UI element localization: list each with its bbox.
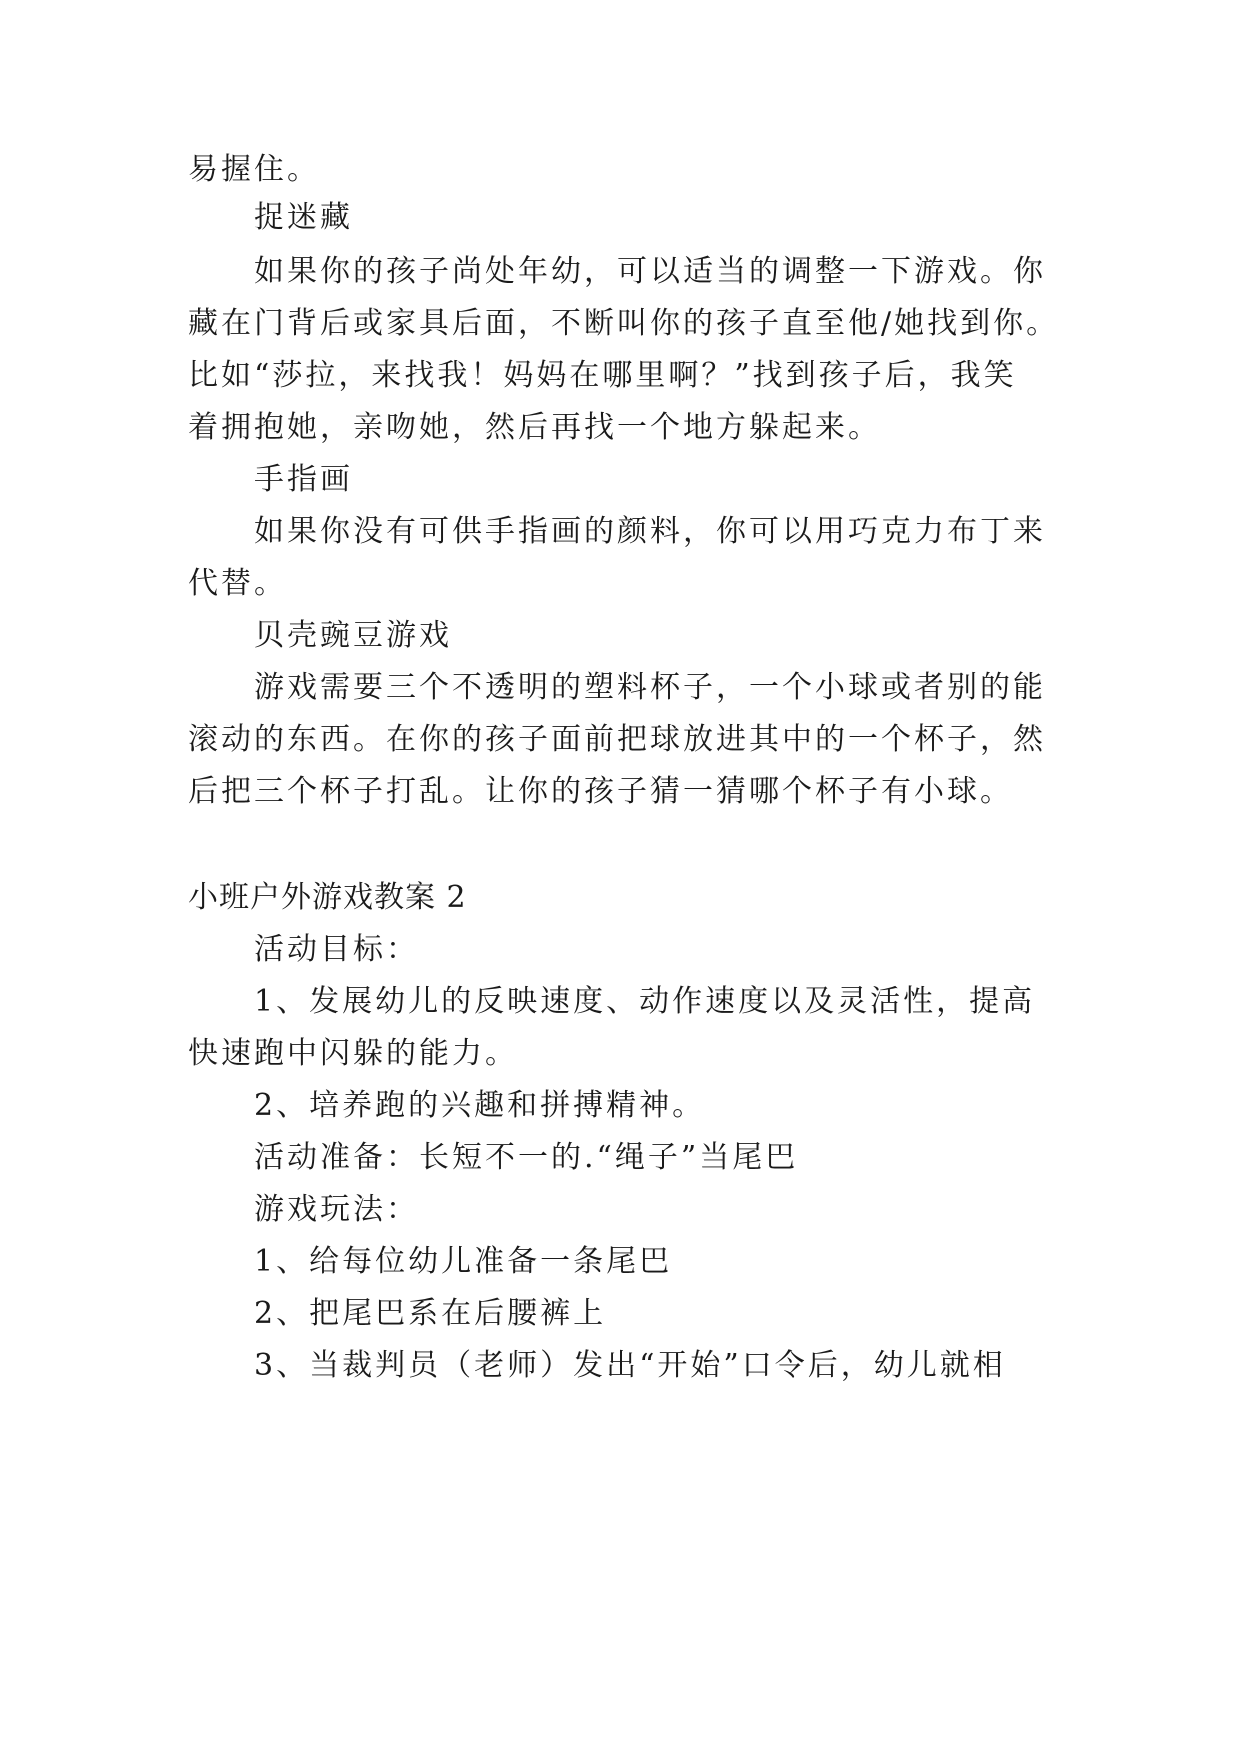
paragraph-line: 后把三个杯子打乱。让你的孩子猜一猜哪个杯子有小球。	[188, 774, 1013, 809]
list-item: 1、给每位幼儿准备一条尾巴	[254, 1244, 673, 1279]
paragraph-line: 易握住。	[188, 152, 320, 187]
paragraph-line: 游戏需要三个不透明的塑料杯子，一个小球或者别的能	[254, 670, 1046, 705]
paragraph-line: 代替。	[188, 566, 287, 601]
list-item: 3、当裁判员（老师）发出“开始”口令后，幼儿就相	[254, 1348, 1006, 1383]
list-item-continuation: 快速跑中闪躲的能力。	[188, 1036, 518, 1071]
paragraph-line: 滚动的东西。在你的孩子面前把球放进其中的一个杯子，然	[188, 722, 1046, 757]
paragraph-line: 比如“莎拉，来找我！妈妈在哪里啊？”找到孩子后，我笑	[188, 358, 1017, 393]
paragraph-line: 如果你的孩子尚处年幼，可以适当的调整一下游戏。你	[254, 254, 1046, 289]
section-heading-goals: 活动目标：	[254, 932, 419, 967]
section-heading-shell-game: 贝壳豌豆游戏	[254, 618, 452, 653]
list-item: 2、培养跑的兴趣和拼搏精神。	[254, 1088, 706, 1123]
paragraph-line: 活动准备：长短不一的.“绳子”当尾巴	[254, 1140, 799, 1175]
section-heading-gameplay: 游戏玩法：	[254, 1192, 419, 1227]
section-heading-hide-and-seek: 捉迷藏	[254, 200, 353, 235]
paragraph-line: 着拥抱她，亲吻她，然后再找一个地方躲起来。	[188, 410, 881, 445]
paragraph-line: 藏在门背后或家具后面，不断叫你的孩子直至他/她找到你。	[188, 306, 1060, 341]
document-title: 小班户外游戏教案 2	[188, 880, 467, 915]
section-heading-finger-painting: 手指画	[254, 462, 353, 497]
paragraph-line: 如果你没有可供手指画的颜料，你可以用巧克力布丁来	[254, 514, 1046, 549]
list-item: 2、把尾巴系在后腰裤上	[254, 1296, 607, 1331]
list-item: 1、发展幼儿的反映速度、动作速度以及灵活性，提高	[254, 984, 1036, 1019]
